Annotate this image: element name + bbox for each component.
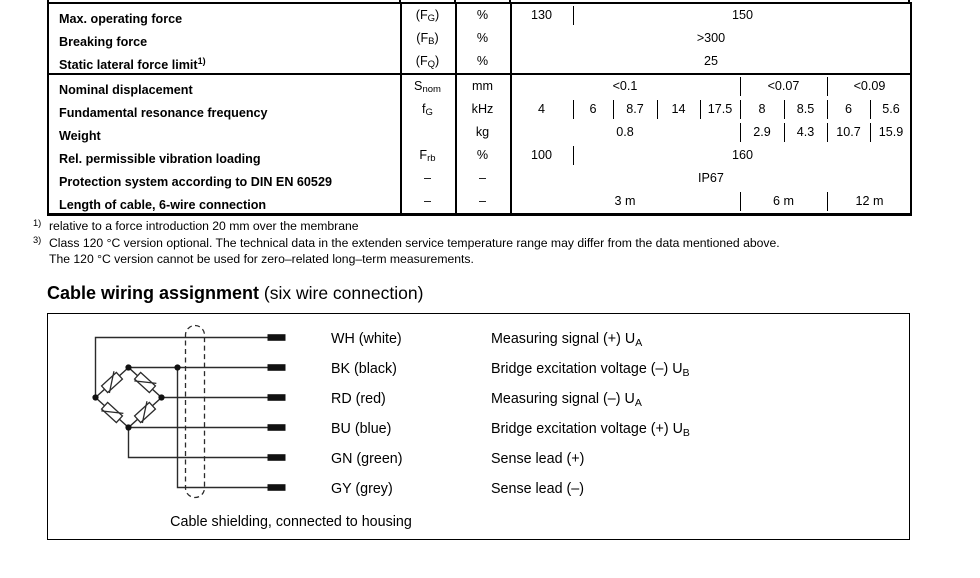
- cell-value: 160: [731, 148, 753, 162]
- wiring-diagram-box: [47, 313, 910, 540]
- cell-value: 5.6: [882, 102, 900, 116]
- cell-value: 8.7: [626, 102, 644, 116]
- cell-value: <0.1: [612, 79, 638, 93]
- row-symbol: Frb: [419, 148, 436, 164]
- footnote-text: The 120 °C version cannot be used for zero–related long–term measurements.: [49, 252, 474, 266]
- cell-value: 6 m: [773, 194, 794, 208]
- cell-value: 25: [703, 54, 718, 68]
- cell-value: 12 m: [855, 194, 884, 208]
- wiring-diagram: [48, 314, 908, 538]
- table-row-vibration-loading: [49, 144, 910, 167]
- wire-code: WH (white): [331, 331, 402, 347]
- wire-description: Measuring signal (–) $U_A$: [491, 391, 642, 409]
- wire-code: RD (red): [331, 391, 386, 407]
- wire-code: BU (blue): [331, 421, 392, 437]
- cell-value: 17.5: [707, 102, 733, 116]
- cable-shield-icon: [186, 326, 205, 498]
- cell-value: 10.7: [836, 125, 861, 139]
- wire-description: Measuring signal (+) $U_A$: [491, 331, 643, 349]
- cell-value: 15.9: [878, 125, 904, 139]
- row-symbol: (FQ): [415, 54, 440, 70]
- terminal-bk: [268, 364, 286, 371]
- footnote-3-continued: [33, 252, 474, 266]
- row-unit: %: [476, 148, 489, 162]
- terminal-bu: [268, 424, 286, 431]
- row-unit: %: [476, 54, 489, 68]
- footnote-text: Class 120 °C version optional. The technical data in the extenden service temperature range may differ from the data mentioned above.: [49, 236, 780, 250]
- cell-value: 4.3: [796, 125, 815, 139]
- row-label: Breaking force: [59, 35, 148, 49]
- spec-table: [47, 2, 912, 216]
- cell-value: 8: [758, 102, 766, 116]
- wire-gn: [129, 428, 270, 458]
- row-symbol: (FG): [415, 8, 440, 24]
- heading-rest: (six wire connection): [259, 283, 424, 303]
- terminal-rd: [268, 394, 286, 401]
- cell-value: IP67: [698, 171, 724, 185]
- wire-terminals: [268, 334, 286, 491]
- row-symbol: –: [423, 171, 431, 185]
- cell-value: 14: [671, 102, 686, 116]
- row-label: Nominal displacement: [59, 83, 193, 97]
- cell-value: 150: [731, 8, 753, 22]
- row-unit: kg: [475, 125, 490, 139]
- row-unit: mm: [472, 79, 493, 93]
- footnote-marker: 1): [33, 218, 42, 228]
- table-row-max-operating-force: [49, 4, 910, 27]
- table-row-protection-system: [49, 167, 910, 190]
- row-unit: kHz: [471, 102, 494, 116]
- row-unit: –: [478, 194, 486, 208]
- wire-description: Bridge excitation voltage (–) $U_B$: [491, 361, 690, 379]
- row-unit: %: [476, 8, 489, 22]
- cell-value: 8.5: [796, 102, 815, 116]
- row-symbol: (FB): [416, 31, 439, 47]
- cell-value: 6: [844, 102, 852, 116]
- row-label: Fundamental resonance frequency: [59, 106, 268, 120]
- heading-bold: Cable wiring assignment: [47, 283, 260, 303]
- row-label: Weight: [59, 129, 101, 143]
- cell-value: 3 m: [614, 194, 636, 208]
- terminal-gn: [268, 454, 286, 461]
- row-label: Static lateral force limit$^{1)}$: [59, 56, 206, 72]
- cell-value: <0.09: [853, 79, 886, 93]
- wire-code: GY (grey): [331, 481, 393, 497]
- row-symbol: fG: [422, 102, 433, 118]
- table-row-nominal-displacement: [49, 75, 910, 98]
- cell-value: 0.8: [616, 125, 634, 139]
- terminal-wh: [268, 334, 286, 341]
- footnote-marker: 3): [33, 235, 42, 245]
- row-label: Protection system according to DIN EN 60529: [59, 175, 332, 189]
- row-unit: –: [478, 171, 486, 185]
- table-row-static-lateral-force: [49, 50, 910, 73]
- wires: [96, 338, 270, 488]
- row-symbol: –: [423, 194, 431, 208]
- cell-value: 130: [530, 8, 552, 22]
- table-row-resonance-frequency: [49, 98, 910, 121]
- row-label: Rel. permissible vibration loading: [59, 152, 261, 166]
- shield-caption: Cable shielding, connected to housing: [170, 514, 412, 530]
- terminal-gy: [268, 484, 286, 491]
- wire-code: GN (green): [331, 451, 403, 467]
- table-row-cable-length: [49, 190, 910, 213]
- footnote-1: [33, 218, 359, 233]
- row-symbol: Snom: [414, 79, 441, 95]
- bridge-diamond: [96, 368, 162, 428]
- cell-value: 2.9: [753, 125, 771, 139]
- cell-value: 4: [537, 102, 545, 116]
- cell-value: >300: [696, 31, 726, 45]
- wire-code: BK (black): [331, 361, 397, 377]
- cell-value: 100: [530, 148, 552, 162]
- cell-value: 6: [589, 102, 597, 116]
- footnote-3: [33, 235, 780, 250]
- table-row-weight: [49, 121, 910, 144]
- row-label: Max. operating force: [59, 12, 183, 26]
- wire-description: Sense lead (+): [491, 451, 585, 467]
- row-unit: %: [476, 31, 489, 45]
- section-heading: [47, 283, 423, 304]
- footnote-text: relative to a force introduction 20 mm over the membrane: [49, 219, 359, 233]
- cell-value: <0.07: [767, 79, 800, 93]
- row-label: Length of cable, 6-wire connection: [59, 198, 267, 212]
- wire-description: Sense lead (–): [491, 481, 584, 497]
- wire-description: Bridge excitation voltage (+) $U_B$: [491, 421, 690, 439]
- table-row-breaking-force: [49, 27, 910, 50]
